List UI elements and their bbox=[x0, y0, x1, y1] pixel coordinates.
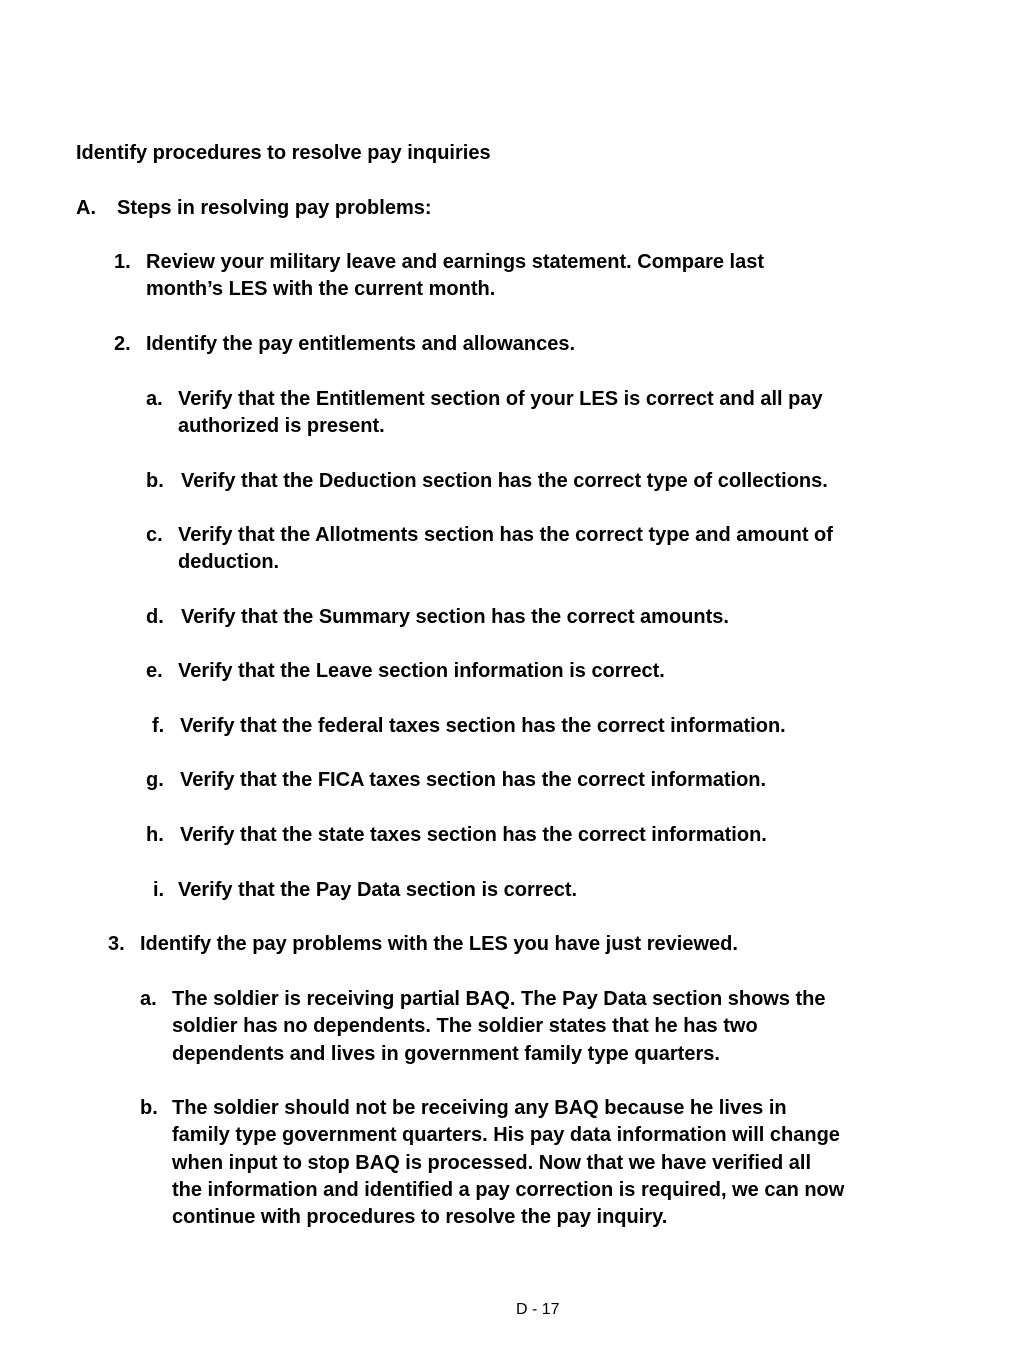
section-a-heading bbox=[76, 195, 432, 222]
step-2-item-b bbox=[146, 468, 828, 495]
step-3-item-a-marker: a. bbox=[140, 988, 157, 1010]
step-1-line-1: Review your military leave and earnings statement. Compare last bbox=[146, 251, 765, 273]
step-1-line-2: month’s LES with the current month. bbox=[146, 278, 496, 301]
step-2-item-e bbox=[146, 658, 665, 685]
step-3-item-a-line-1: The soldier is receiving partial BAQ. The Pay Data section shows the bbox=[172, 988, 826, 1010]
step-3-text: Identify the pay problems with the LES you have just reviewed. bbox=[140, 933, 738, 955]
step-3-item-b-line-3: when input to stop BAQ is processed. Now that we have verified all bbox=[172, 1151, 812, 1174]
step-2-item-c-line-2: deduction. bbox=[178, 551, 280, 574]
step-2-item-i bbox=[153, 877, 577, 904]
step-2-item-e-marker: e. bbox=[146, 660, 163, 682]
step-2-item-d-marker: d. bbox=[146, 606, 164, 628]
step-2-item-c-line-1: Verify that the Allotments section has the correct type and amount of bbox=[178, 524, 833, 546]
page-number: D - 17 bbox=[516, 1301, 560, 1318]
step-2-item-d bbox=[146, 604, 729, 631]
step-2-item-a bbox=[146, 386, 823, 441]
step-1 bbox=[114, 249, 764, 304]
step-3-item-a bbox=[140, 986, 826, 1068]
step-2-item-f-line-1: Verify that the federal taxes section has the correct information. bbox=[180, 715, 786, 737]
step-2-item-f bbox=[152, 713, 786, 740]
step-3-marker: 3. bbox=[108, 933, 125, 955]
step-2-item-h-marker: h. bbox=[146, 824, 164, 846]
step-2-item-h-line-1: Verify that the state taxes section has the correct information. bbox=[180, 824, 767, 846]
section-a-marker: A. bbox=[76, 197, 96, 219]
step-2-item-c bbox=[146, 522, 833, 577]
step-2-item-i-marker: i. bbox=[153, 879, 165, 901]
step-2-item-g-line-1: Verify that the FICA taxes section has the correct information. bbox=[180, 769, 767, 791]
step-3-item-a-line-2: soldier has no dependents. The soldier states that he has two bbox=[172, 1015, 758, 1038]
step-2-item-b-marker: b. bbox=[146, 470, 164, 492]
step-2-text: Identify the pay entitlements and allowances. bbox=[146, 333, 575, 355]
step-2-item-i-line-1: Verify that the Pay Data section is correct. bbox=[178, 879, 578, 901]
step-3 bbox=[108, 931, 738, 958]
step-2-item-c-marker: c. bbox=[146, 524, 163, 546]
step-2-marker: 2. bbox=[114, 333, 131, 355]
step-2-item-h bbox=[146, 822, 767, 849]
step-2-item-d-line-1: Verify that the Summary section has the correct amounts. bbox=[181, 606, 729, 628]
step-2-item-a-line-2: authorized is present. bbox=[178, 415, 385, 438]
section-a-title: Steps in resolving pay problems: bbox=[117, 197, 432, 219]
step-3-item-a-line-3: dependents and lives in government family type quarters. bbox=[172, 1042, 720, 1065]
step-2-item-b-line-1: Verify that the Deduction section has the correct type of collections. bbox=[181, 470, 828, 492]
step-3-item-b-line-1: The soldier should not be receiving any BAQ because he lives in bbox=[172, 1097, 787, 1119]
step-1-marker: 1. bbox=[114, 251, 131, 273]
step-2-item-g-marker: g. bbox=[146, 769, 164, 791]
page-heading: Identify procedures to resolve pay inquiries bbox=[76, 142, 491, 164]
step-3-item-b bbox=[140, 1095, 844, 1231]
step-3-item-b-marker: b. bbox=[140, 1097, 158, 1119]
step-2 bbox=[114, 331, 575, 358]
step-2-item-a-line-1: Verify that the Entitlement section of your LES is correct and all pay bbox=[178, 388, 823, 410]
step-3-item-b-line-5: continue with procedures to resolve the pay inquiry. bbox=[172, 1206, 668, 1229]
step-2-item-g bbox=[146, 767, 766, 794]
step-3-item-b-line-4: the information and identified a pay correction is required, we can now bbox=[172, 1178, 845, 1201]
step-3-item-b-line-2: family type government quarters. His pay data information will change bbox=[172, 1124, 840, 1147]
step-2-item-e-line-1: Verify that the Leave section information is correct. bbox=[178, 660, 665, 682]
step-2-item-a-marker: a. bbox=[146, 388, 163, 410]
step-2-item-f-marker: f. bbox=[152, 715, 165, 737]
